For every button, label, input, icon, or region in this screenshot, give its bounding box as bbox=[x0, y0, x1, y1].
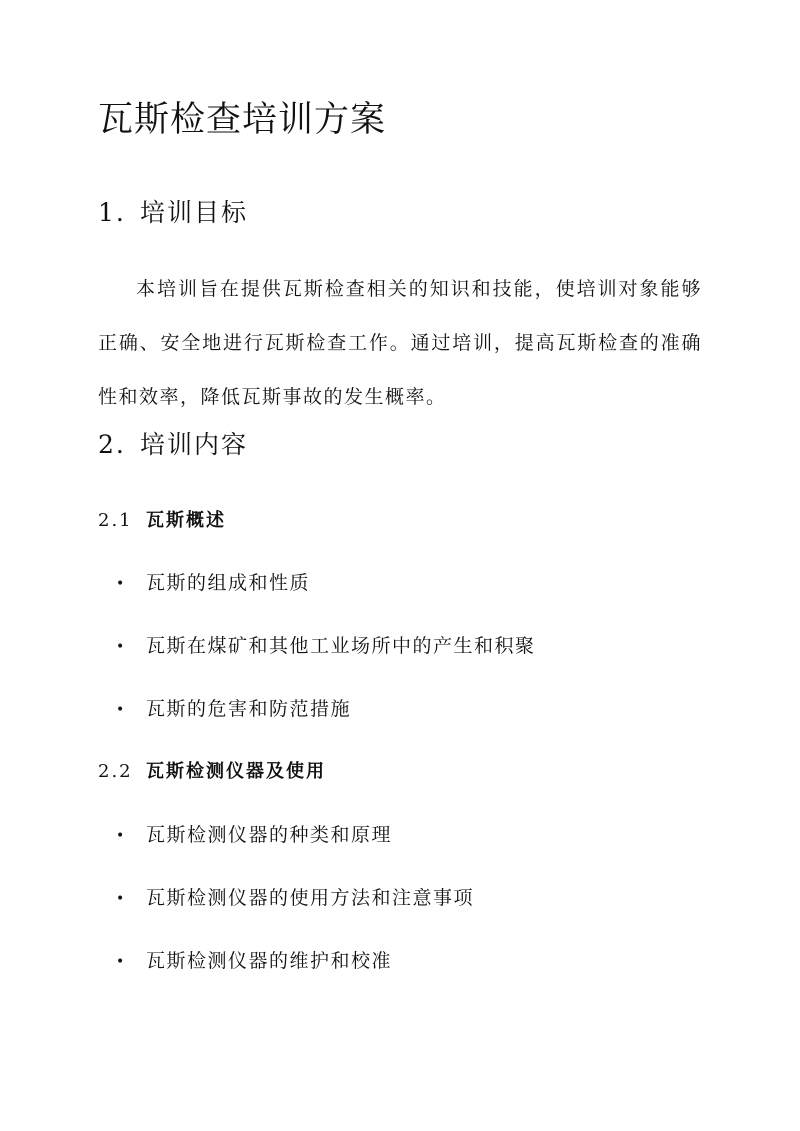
subsection-title: 瓦斯检测仪器及使用 bbox=[146, 761, 326, 782]
subsection-number: 2.2 bbox=[98, 761, 133, 782]
section-paragraph: 本培训旨在提供瓦斯检查相关的知识和技能，使培训对象能够正确、安全地进行瓦斯检查工作。通过培训，提高瓦斯检查的准确性和效率，降低瓦斯事故的发生概率。 bbox=[98, 278, 702, 408]
list-item bbox=[116, 633, 536, 660]
bullet-icon: • bbox=[116, 891, 126, 907]
list-item-text: 瓦斯检测仪器的种类和原理 bbox=[146, 824, 393, 846]
list-item bbox=[116, 570, 310, 597]
subsection-number: 2.1 bbox=[98, 510, 133, 531]
list-item-text: 瓦斯的危害和防范措施 bbox=[146, 698, 352, 720]
list-item-text: 瓦斯的组成和性质 bbox=[146, 572, 311, 594]
document-title: 瓦斯检查培训方案 bbox=[98, 100, 387, 140]
section-number: 1. bbox=[98, 198, 126, 227]
bullet-icon: • bbox=[116, 702, 126, 718]
subsection-title: 瓦斯概述 bbox=[146, 510, 226, 531]
section-heading-1 bbox=[98, 196, 248, 230]
section-number: 2. bbox=[98, 430, 126, 459]
subsection-heading-2-1 bbox=[98, 508, 226, 534]
list-item bbox=[116, 885, 474, 912]
bullet-icon: • bbox=[116, 828, 126, 844]
list-item-text: 瓦斯在煤矿和其他工业场所中的产生和积聚 bbox=[146, 635, 536, 657]
subsection-heading-2-2 bbox=[98, 759, 326, 785]
list-item-text: 瓦斯检测仪器的维护和校准 bbox=[146, 950, 393, 972]
section-title: 培训目标 bbox=[140, 198, 249, 227]
list-item-text: 瓦斯检测仪器的使用方法和注意事项 bbox=[146, 887, 475, 909]
bullet-icon: • bbox=[116, 954, 126, 970]
bullet-icon: • bbox=[116, 639, 126, 655]
list-item bbox=[116, 822, 392, 849]
section-heading-2 bbox=[98, 428, 248, 462]
section-title: 培训内容 bbox=[140, 430, 249, 459]
list-item bbox=[116, 696, 351, 723]
bullet-icon: • bbox=[116, 576, 126, 592]
list-item bbox=[116, 948, 392, 975]
